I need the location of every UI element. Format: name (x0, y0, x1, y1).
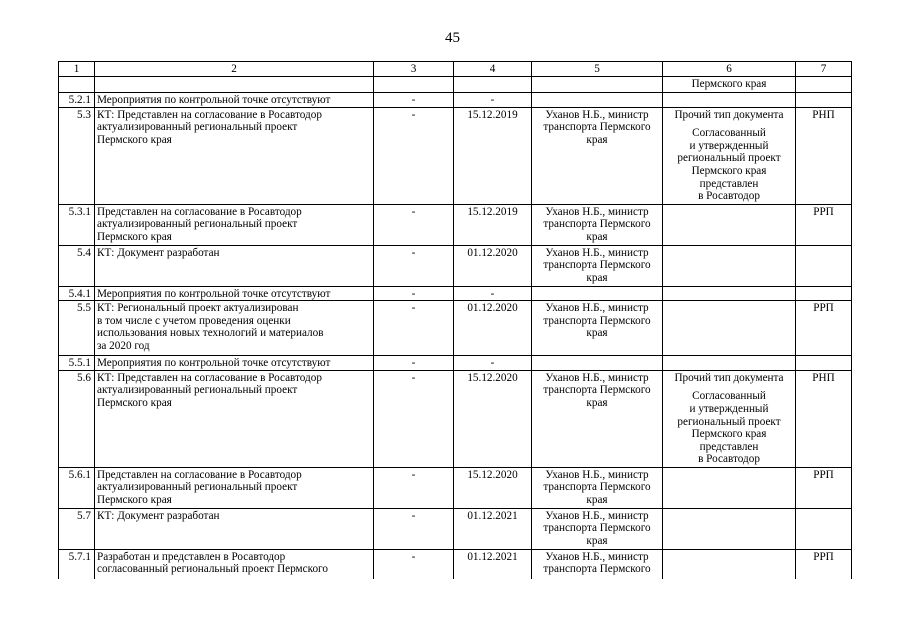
cell-line: актуализированный региональный проект (97, 384, 298, 397)
header-cell: 3 (374, 62, 454, 77)
document-cell: Пермского края (663, 77, 796, 93)
cell-line: транспорта Пермского (543, 121, 651, 134)
cell-line: представлен (699, 177, 759, 190)
row-responsible (532, 107, 663, 204)
page-number: 45 (445, 30, 460, 46)
cell-line: Представлен на согласование в Росавтодор (97, 205, 302, 218)
row-document (663, 467, 796, 508)
row-date: - (454, 93, 532, 108)
cell (95, 77, 374, 93)
cell-line: региональный проект (677, 152, 781, 165)
row-level: РНП (796, 107, 852, 204)
row-date: 15.12.2020 (454, 370, 532, 467)
cell-line: Уханов Н.Б., министр (545, 246, 649, 259)
row-level: РРП (796, 549, 852, 579)
continuation-row (59, 77, 852, 93)
row-responsible (532, 549, 663, 579)
row-document (663, 107, 796, 204)
row-level: РРП (796, 301, 852, 356)
row-name (95, 356, 374, 371)
cell-line: Пермского края (97, 493, 172, 506)
row-number: 5.6.1 (59, 467, 95, 508)
row-responsible (532, 245, 663, 286)
cell (532, 77, 663, 93)
cell-line: Согласованный (692, 390, 766, 403)
row-level (796, 245, 852, 286)
cell (454, 77, 532, 93)
row-number: 5.7.1 (59, 549, 95, 579)
cell-line: Уханов Н.Б., министр (545, 371, 649, 384)
row-document (663, 370, 796, 467)
row-number: 5.3 (59, 107, 95, 204)
row-name (95, 204, 374, 245)
row-document (663, 301, 796, 356)
row-document (663, 286, 796, 301)
row-col3: - (374, 508, 454, 549)
row-number: 5.3.1 (59, 204, 95, 245)
row-date: - (454, 286, 532, 301)
row-date: 01.12.2020 (454, 301, 532, 356)
row-name (95, 370, 374, 467)
row-col3: - (374, 245, 454, 286)
cell-line: Мероприятия по контрольной точке отсутствуют (97, 287, 331, 300)
row-name (95, 245, 374, 286)
cell-line: края (586, 396, 608, 409)
cell-line: транспорта Пермского (543, 218, 651, 231)
row-col3: - (374, 356, 454, 371)
cell-line: Уханов Н.Б., министр (545, 550, 649, 563)
cell-line: КТ: Документ разработан (97, 246, 220, 259)
cell-line: Уханов Н.Б., министр (545, 468, 649, 481)
cell-line: в том числе с учетом проведения оценки (97, 314, 291, 327)
row-col3: - (374, 286, 454, 301)
row-number: 5.7 (59, 508, 95, 549)
table-row (59, 204, 852, 245)
cell-line: и утвержденный (689, 139, 769, 152)
table-row (59, 467, 852, 508)
row-name (95, 107, 374, 204)
header-cell: 1 (59, 62, 95, 77)
cell-line: КТ: Региональный проект актуализирован (97, 302, 299, 315)
row-date: 15.12.2020 (454, 467, 532, 508)
cell (374, 77, 454, 93)
cell-line: в Росавтодор (698, 453, 760, 466)
row-level (796, 356, 852, 371)
cell-line: Прочий тип документа (674, 108, 784, 121)
table-body (59, 62, 852, 580)
cell-line: Разработан и представлен в Росавтодор (97, 550, 286, 563)
cell-line: представлен (699, 440, 759, 453)
header-cell: 6 (663, 62, 796, 77)
row-responsible (532, 467, 663, 508)
cell-line: КТ: Документ разработан (97, 509, 220, 522)
row-level: РНП (796, 370, 852, 467)
table-row (59, 549, 852, 579)
cell-line: транспорта Пермского (543, 314, 651, 327)
cell-line: Мероприятия по контрольной точке отсутствуют (97, 357, 331, 370)
cell-line: края (586, 230, 608, 243)
row-date: 01.12.2020 (454, 245, 532, 286)
row-col3: - (374, 107, 454, 204)
row-document (663, 549, 796, 579)
row-number: 5.6 (59, 370, 95, 467)
row-date: 01.12.2021 (454, 508, 532, 549)
row-col3: - (374, 467, 454, 508)
row-col3: - (374, 549, 454, 579)
row-date: 01.12.2021 (454, 549, 532, 579)
cell-line: транспорта Пермского (543, 259, 651, 272)
cell-line: и утвержденный (689, 402, 769, 415)
row-document (663, 356, 796, 371)
header-row (59, 62, 852, 77)
row-name (95, 286, 374, 301)
row-col3: - (374, 301, 454, 356)
cell-line: Пермского края (97, 396, 172, 409)
row-level (796, 508, 852, 549)
cell-line: транспорта Пермского (543, 384, 651, 397)
row-number: 5.5.1 (59, 356, 95, 371)
table-row (59, 356, 852, 371)
plan-table (58, 61, 852, 579)
cell-line: транспорта Пермского (543, 522, 651, 535)
cell-line: Пермского края (97, 230, 172, 243)
row-document (663, 93, 796, 108)
table-row (59, 508, 852, 549)
table-row (59, 370, 852, 467)
table-row (59, 301, 852, 356)
row-document (663, 508, 796, 549)
row-date: 15.12.2019 (454, 204, 532, 245)
cell-line: согласованный региональный проект Пермского (97, 563, 328, 576)
cell-line: Прочий тип документа (674, 371, 784, 384)
row-level: РРП (796, 204, 852, 245)
cell-line: Пермского края (691, 428, 767, 441)
row-col3: - (374, 204, 454, 245)
row-number: 5.5 (59, 301, 95, 356)
cell-line: края (586, 327, 608, 340)
row-responsible (532, 301, 663, 356)
table-row (59, 245, 852, 286)
cell-line: за 2020 год (97, 339, 150, 352)
cell-line: в Росавтодор (698, 190, 760, 203)
cell-line: Согласованный (692, 127, 766, 140)
row-responsible (532, 93, 663, 108)
row-document (663, 245, 796, 286)
cell-line: КТ: Представлен на согласование в Росавтодор (97, 108, 322, 121)
cell-line: Уханов Н.Б., министр (545, 205, 649, 218)
cell-line: использования новых технологий и материалов (97, 327, 324, 340)
header-cell: 4 (454, 62, 532, 77)
table-row (59, 286, 852, 301)
row-level (796, 93, 852, 108)
cell-line: края (586, 534, 608, 547)
header-cell: 5 (532, 62, 663, 77)
row-document (663, 204, 796, 245)
table-row (59, 93, 852, 108)
table-row (59, 107, 852, 204)
header-cell: 2 (95, 62, 374, 77)
cell (796, 77, 852, 93)
row-col3: - (374, 93, 454, 108)
row-name (95, 93, 374, 108)
cell-line: края (586, 493, 608, 506)
row-col3: - (374, 370, 454, 467)
cell-line: транспорта Пермского (543, 481, 651, 494)
cell-line: Пермского края (97, 133, 172, 146)
cell-line: Уханов Н.Б., министр (545, 509, 649, 522)
cell-line: актуализированный региональный проект (97, 121, 298, 134)
cell-line: Уханов Н.Б., министр (545, 302, 649, 315)
row-number: 5.4.1 (59, 286, 95, 301)
cell-line: КТ: Представлен на согласование в Росавтодор (97, 371, 322, 384)
row-date: - (454, 356, 532, 371)
row-responsible (532, 204, 663, 245)
row-name (95, 467, 374, 508)
cell-line: Представлен на согласование в Росавтодор (97, 468, 302, 481)
cell-line: актуализированный региональный проект (97, 218, 298, 231)
row-number: 5.4 (59, 245, 95, 286)
row-level: РРП (796, 467, 852, 508)
cell-line: региональный проект (677, 415, 781, 428)
header-cell: 7 (796, 62, 852, 77)
cell-line: края (586, 271, 608, 284)
cell-line: Уханов Н.Б., министр (545, 108, 649, 121)
cell-line: актуализированный региональный проект (97, 481, 298, 494)
cell-line: края (586, 133, 608, 146)
row-number: 5.2.1 (59, 93, 95, 108)
row-responsible (532, 508, 663, 549)
row-name (95, 549, 374, 579)
row-name (95, 508, 374, 549)
row-name (95, 301, 374, 356)
cell-line: Мероприятия по контрольной точке отсутствуют (97, 94, 331, 106)
row-responsible (532, 286, 663, 301)
cell-line: транспорта Пермского (543, 563, 651, 576)
cell-line: Пермского края (691, 164, 767, 177)
row-date: 15.12.2019 (454, 107, 532, 204)
cell (59, 77, 95, 93)
row-responsible (532, 370, 663, 467)
row-level (796, 286, 852, 301)
row-responsible (532, 356, 663, 371)
